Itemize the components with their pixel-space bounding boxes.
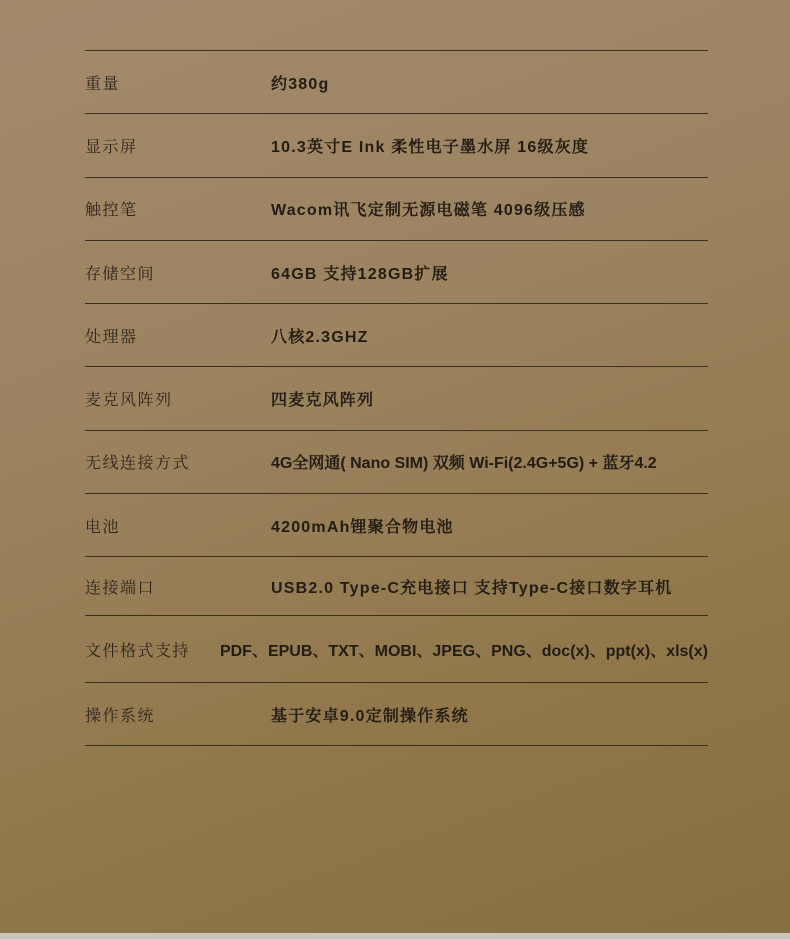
spec-table	[85, 50, 708, 746]
spec-value: USB2.0 Type-C充电接口 支持Type-C接口数字耳机	[271, 579, 673, 597]
spec-value: 4G全网通( Nano SIM) 双频 Wi-Fi(2.4G+5G) + 蓝牙4.2	[271, 455, 657, 473]
spec-value: 4200mAh锂聚合物电池	[271, 518, 454, 536]
spec-label: 存储空间	[85, 265, 156, 283]
spec-label: 电池	[85, 518, 121, 536]
spec-row-ports	[85, 557, 708, 616]
spec-row-wireless	[85, 431, 708, 494]
spec-label: 处理器	[85, 328, 138, 346]
spec-row-display	[85, 114, 708, 177]
spec-value: 约380g	[271, 75, 330, 93]
spec-label: 触控笔	[85, 202, 138, 220]
spec-value: 64GB 支持128GB扩展	[271, 265, 449, 283]
spec-value: 四麦克风阵列	[271, 392, 375, 410]
spec-row-battery	[85, 494, 708, 557]
spec-row-processor	[85, 304, 708, 367]
spec-row-weight	[85, 51, 708, 114]
spec-label: 连接端口	[85, 579, 156, 597]
spec-value: 10.3英寸E Ink 柔性电子墨水屏 16级灰度	[271, 138, 590, 156]
spec-value: 八核2.3GHZ	[271, 328, 369, 346]
spec-row-os	[85, 683, 708, 746]
spec-label: 重量	[85, 75, 121, 93]
spec-row-file-formats	[85, 616, 708, 683]
spec-value: 基于安卓9.0定制操作系统	[271, 707, 469, 725]
bottom-edge-bar	[0, 933, 790, 939]
spec-row-microphone	[85, 367, 708, 430]
spec-value: PDF、EPUB、TXT、MOBI、JPEG、PNG、doc(x)、ppt(x)、xls(x)	[219, 642, 708, 660]
spec-label: 操作系统	[85, 707, 156, 725]
spec-row-storage	[85, 241, 708, 304]
spec-row-stylus	[85, 178, 708, 241]
spec-label: 麦克风阵列	[85, 392, 173, 410]
spec-label: 无线连接方式	[85, 455, 191, 473]
spec-value: Wacom讯飞定制无源电磁笔 4096级压感	[271, 202, 586, 220]
spec-label: 文件格式支持	[85, 642, 191, 660]
spec-label: 显示屏	[85, 138, 138, 156]
